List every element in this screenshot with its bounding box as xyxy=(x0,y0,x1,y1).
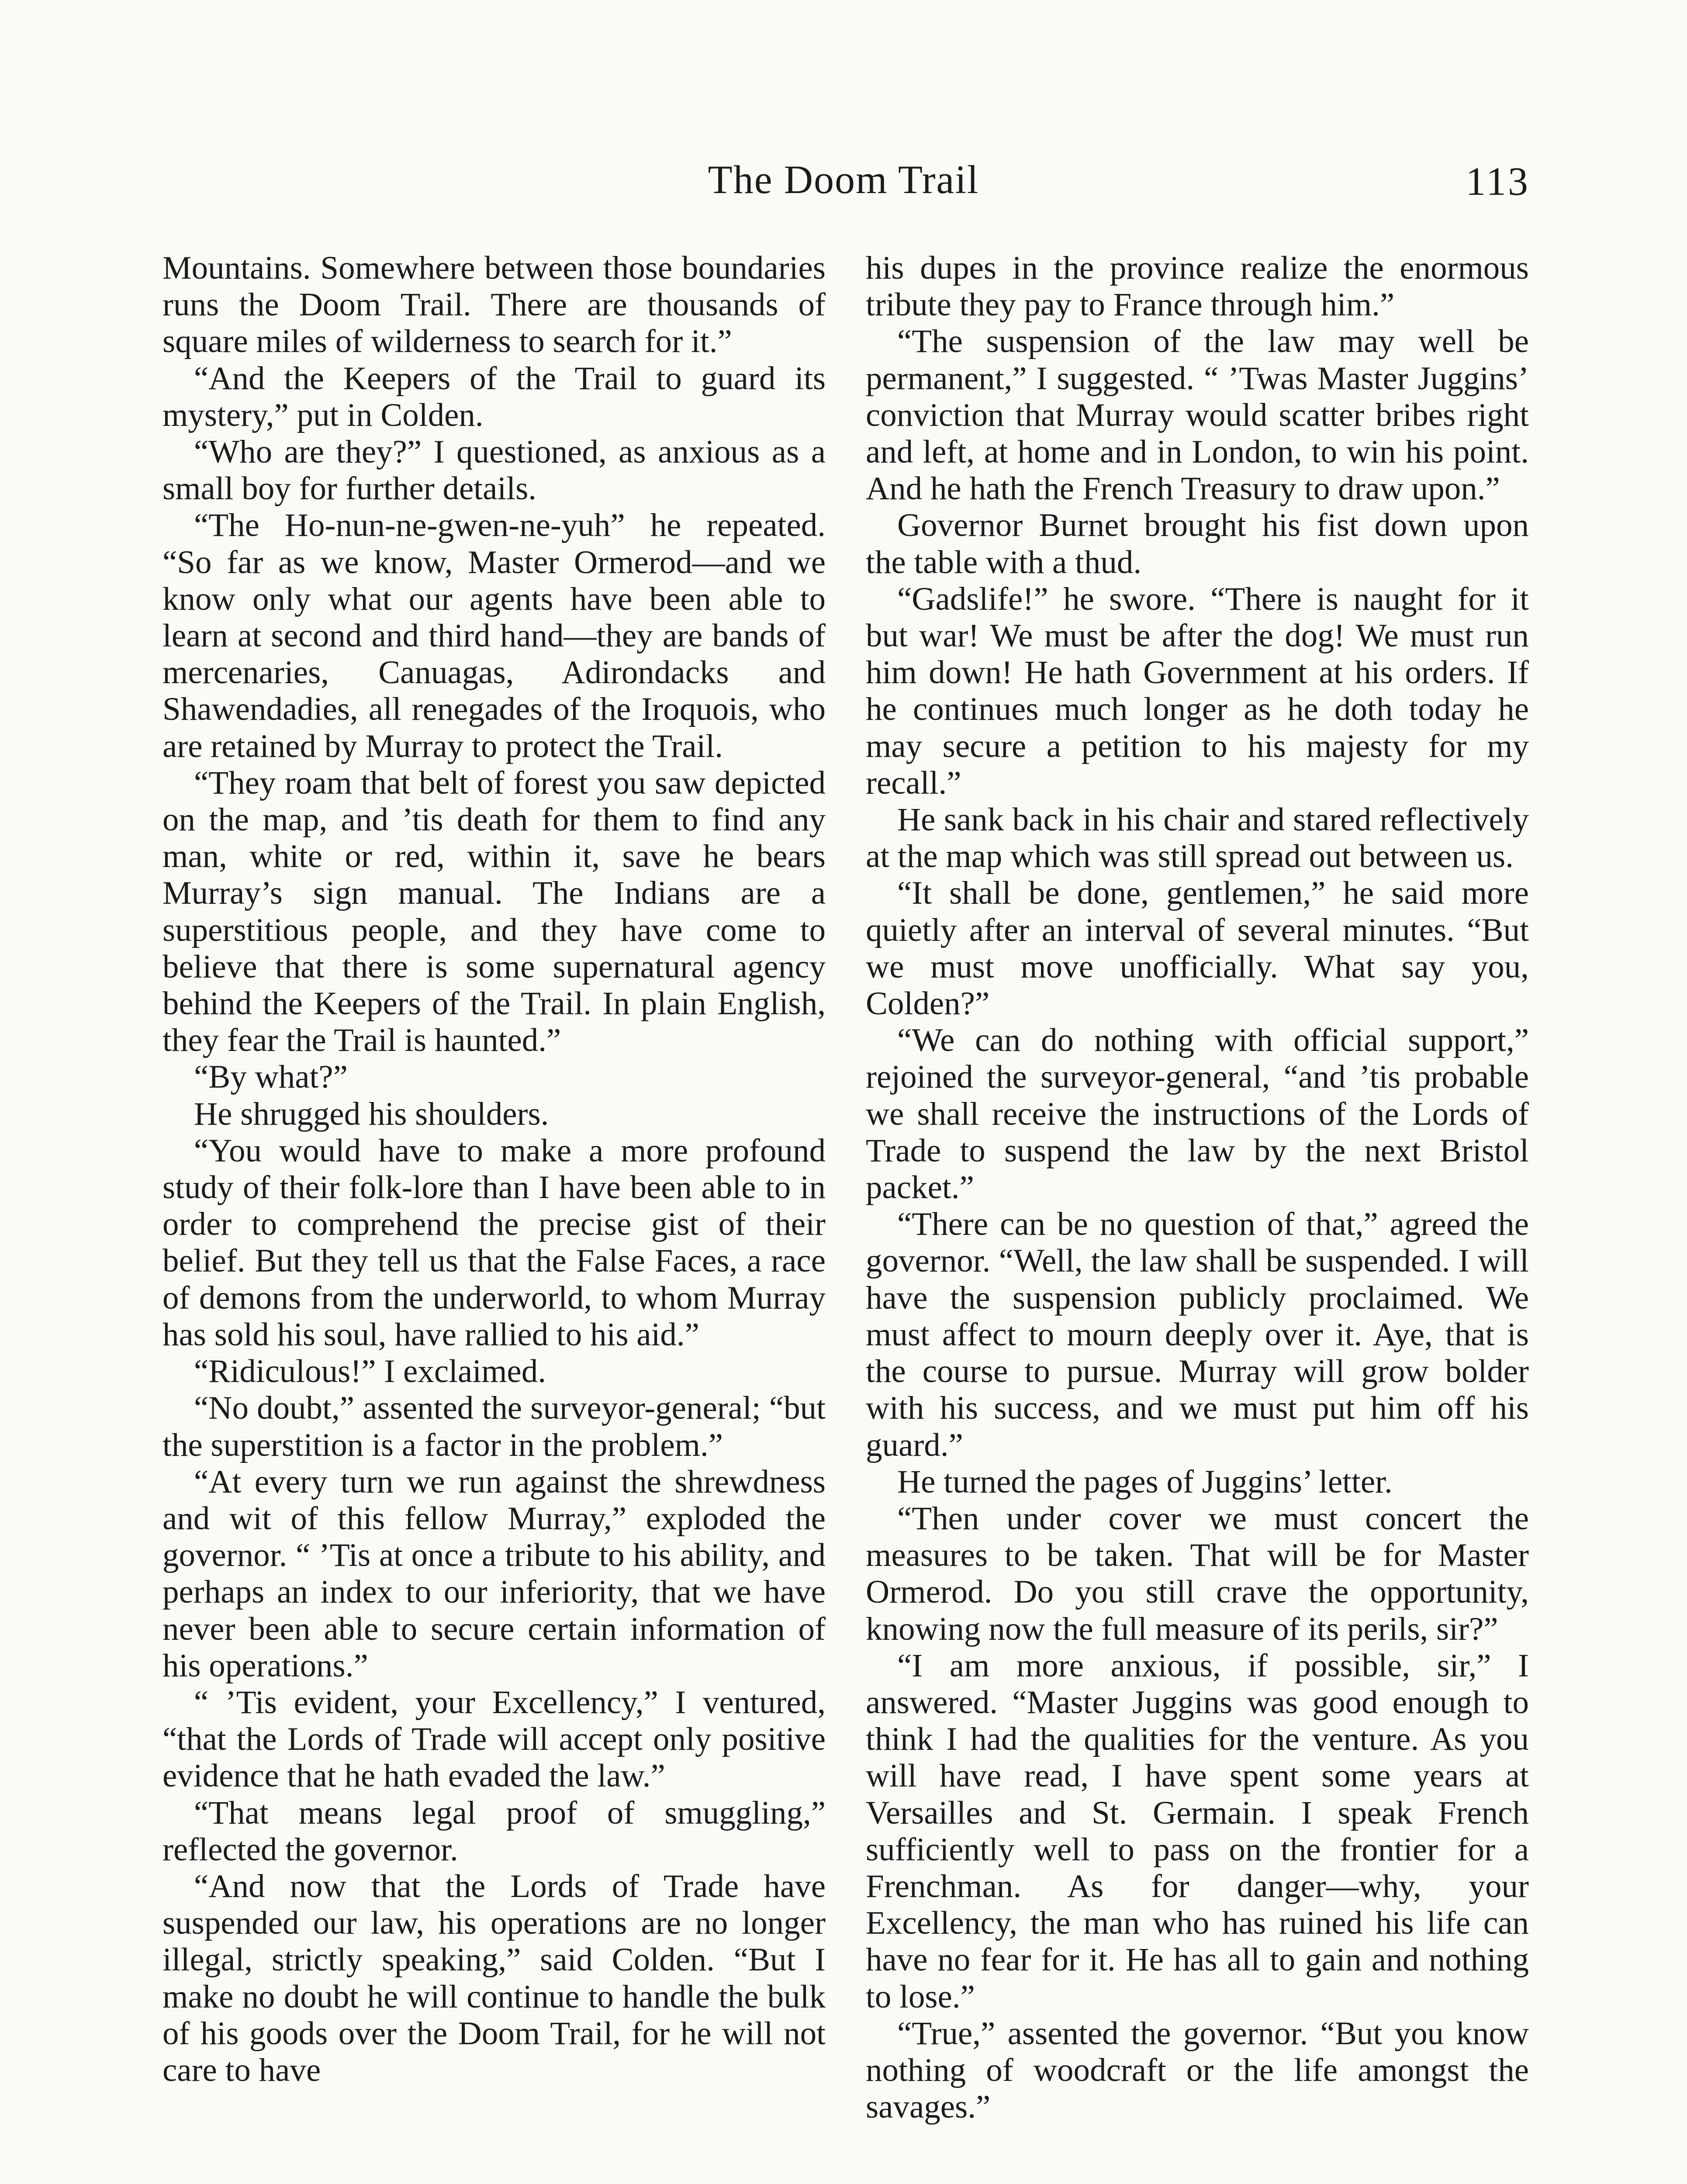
paragraph: “Gadslife!” he swore. “There is naught for it but war! We must be after the dog! We must run him down! He hath Government at his orders. If he continues much longer as he doth today he may secure a petition to his majesty for my recall.” xyxy=(866,581,1529,801)
paragraph: Governor Burnet brought his fist down upon the table with a thud. xyxy=(866,507,1529,581)
paragraph: “You would have to make a more profound study of their folk-lore than I have been able to in order to comprehend the precise gist of their belief. But they tell us that the False Faces, a race of demons from the underworld, to whom Murray has sold his soul, have rallied to his aid.” xyxy=(162,1132,826,1353)
paragraph: “Then under cover we must concert the measures to be taken. That will be for Master Ormerod. Do you still crave the opportunity, knowing now the full measure of its perils, sir?” xyxy=(866,1500,1529,1647)
paragraph: “Ridiculous!” I exclaimed. xyxy=(194,1353,546,1390)
paragraph: “We can do nothing with official support,” rejoined the surveyor-general, “and ’tis probable we shall receive the instructions of the Lords of Trade to suspend the law by the next Bristol packet.” xyxy=(866,1022,1529,1206)
paragraph: “ ’Tis evident, your Excellency,” I ventured, “that the Lords of Trade will accept only positive evidence that he hath evaded the law.” xyxy=(162,1684,826,1794)
paragraph: He sank back in his chair and stared reflectively at the map which was still spread out between us. xyxy=(866,802,1529,875)
paragraph: He shrugged his shoulders. xyxy=(194,1095,549,1132)
page-number: 113 xyxy=(1466,159,1530,204)
paragraph: “By what?” xyxy=(194,1059,348,1095)
paragraph: “I am more anxious, if possible, sir,” I answered. “Master Juggins was good enough to think I had the qualities for the venture. As you will have read, I have spent some years at Versailles and St. Germain. I speak French sufficiently well to pass on the frontier for a Frenchman. As for danger—why, your Excellency, the man who has ruined his life can have no fear for it. He has all to gain and nothing to lose.” xyxy=(866,1647,1529,2015)
paragraph: “And now that the Lords of Trade have suspended our law, his operations are no longer illegal, strictly speaking,” said Colden. “But I make no doubt he will continue to handle the bulk of his goods over the Doom Trail, for he will not care to have xyxy=(162,1868,826,2088)
paragraph: “The suspension of the law may well be permanent,” I suggested. “ ’Twas Master Juggins’ conviction that Murray would scatter bribes right and left, at home and in London, to win his point. And he hath the French Treasury to draw upon.” xyxy=(866,323,1529,507)
paragraph: “At every turn we run against the shrewdness and wit of this fellow Murray,” exploded the governor. “ ’Tis at once a tribute to his ability, and perhaps an index to our inferiority, that we have never been able to secure certain information of his operations.” xyxy=(162,1463,826,1684)
paragraph: “No doubt,” assented the surveyor-general; “but the superstition is a factor in the problem.” xyxy=(162,1390,826,1463)
paragraph: “Who are they?” I questioned, as anxious as a small boy for further details. xyxy=(162,434,826,507)
paragraph: “There can be no question of that,” agreed the governor. “Well, the law shall be suspended. I will have the suspension publicly proclaimed. We must affect to mourn deeply over it. Aye, that is the course to pursue. Murray will grow bolder with his success, and we must put him off his guard.” xyxy=(866,1206,1529,1463)
paragraph: Mountains. Somewhere between those boundaries runs the Doom Trail. There are thousands of square miles of wilderness to search for it.” xyxy=(162,250,826,360)
paragraph: “They roam that belt of forest you saw depicted on the map, and ’tis death for them to find any man, white or red, within it, save he bears Murray’s sign manual. The Indians are a superstitious people, and they have come to believe that there is some supernatural agency behind the Keepers of the Trail. In plain English, they fear the Trail is haunted.” xyxy=(162,764,826,1059)
right-column xyxy=(866,250,1529,2125)
paragraph: “That means legal proof of smuggling,” reflected the governor. xyxy=(162,1794,826,1868)
paragraph: He turned the pages of Juggins’ letter. xyxy=(897,1463,1393,1500)
paragraph: “True,” assented the governor. “But you know nothing of woodcraft or the life amongst the savages.” xyxy=(866,2015,1529,2125)
paragraph: “The Ho-nun-ne-gwen-ne-yuh” he repeated. “So far as we know, Master Ormerod—and we know only what our agents have been able to learn at second and third hand—they are bands of mercenaries, Canuagas, Adirondacks and Shawendadies, all renegades of the Iroquois, who are retained by Murray to protect the Trail. xyxy=(162,507,826,764)
paragraph: “It shall be done, gentlemen,” he said more quietly after an interval of several minutes. “But we must move unofficially. What say you, Colden?” xyxy=(866,875,1529,1022)
running-title: The Doom Trail xyxy=(708,157,979,202)
paragraph: his dupes in the province realize the enormous tribute they pay to France through him.” xyxy=(866,250,1529,323)
left-column xyxy=(162,250,826,2089)
paragraph: “And the Keepers of the Trail to guard its mystery,” put in Colden. xyxy=(162,360,826,433)
